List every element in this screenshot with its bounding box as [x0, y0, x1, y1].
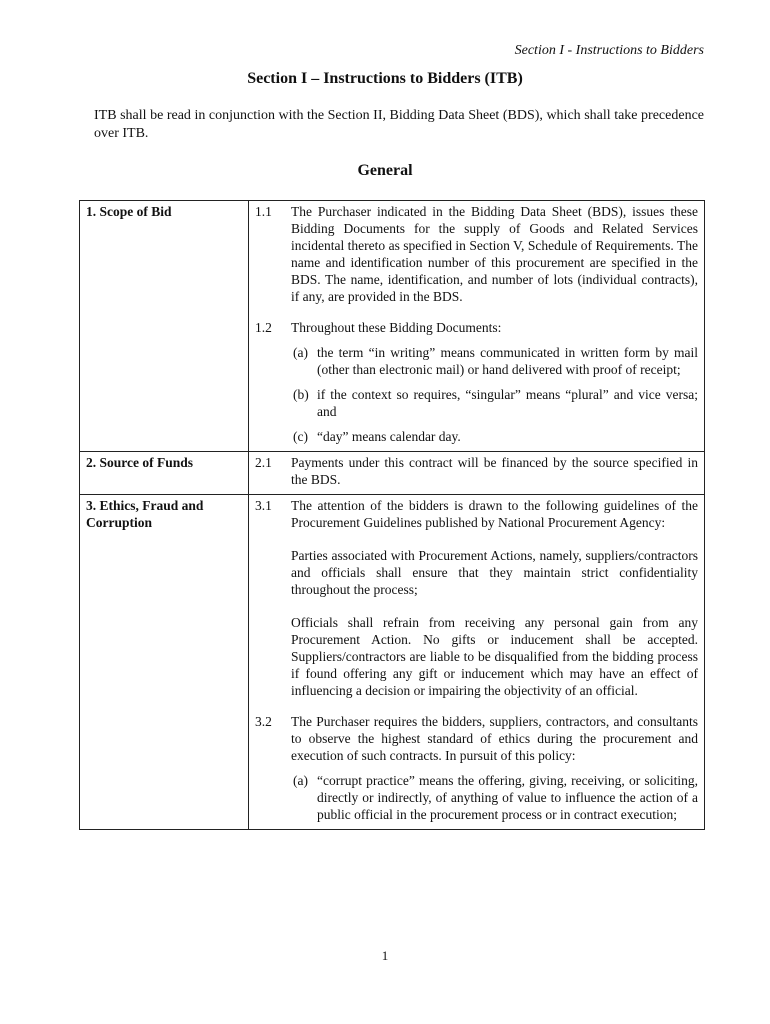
clause: [249, 319, 698, 445]
clause: [249, 203, 698, 305]
clause: [249, 454, 698, 488]
table-row: [80, 201, 705, 452]
sub-clause-text: “corrupt practice” means the offering, giving, receiving, or soliciting, directly or indirectly, of anything of value to influence the action of a public official in the procurement process or in contract execution;: [317, 773, 698, 822]
page-number: 1: [381, 948, 389, 963]
clause-number: 1.1: [255, 204, 272, 219]
clause-body: [291, 497, 698, 699]
intro-paragraph: ITB shall be read in conjunction with the Section II, Bidding Data Sheet (BDS), which shall take precedence over ITB.: [94, 108, 704, 141]
clause: [249, 497, 698, 699]
clause-text: Throughout these Bidding Documents:: [291, 320, 502, 335]
clause-number: 1.2: [255, 320, 272, 335]
sub-clause-text: “day” means calendar day.: [317, 429, 461, 444]
sub-clause: [293, 772, 698, 823]
clause-cell: [249, 452, 705, 495]
clause-number: 2.1: [255, 455, 272, 470]
running-header: Section I - Instructions to Bidders: [514, 43, 704, 58]
sub-clause-label: (a): [293, 773, 308, 788]
page-title: Section I – Instructions to Bidders (ITB): [247, 70, 523, 87]
sub-clause-text: if the context so requires, “singular” means “plural” and vice versa; and: [317, 387, 698, 419]
clause-text: The Purchaser indicated in the Bidding Data Sheet (BDS), issues these Bidding Documents for the supply of Goods and Related Services incidental thereto as specified in Section V, Schedule of Requirements. The name and identification number of this procurement are specified in the BDS. The name, identification, and number of lots (individual contracts), if any, are provided in the BDS.: [291, 204, 698, 304]
clause-number: 3.2: [255, 714, 272, 729]
topic-cell: 3. Ethics, Fraud and Corruption: [80, 495, 249, 830]
sub-clause-list: [291, 344, 698, 445]
sub-clause-label: (a): [293, 345, 308, 360]
sub-clause: [293, 344, 698, 378]
section-heading: General: [357, 162, 413, 179]
clause-body: [291, 713, 698, 823]
table-row: [80, 495, 705, 830]
clause-body: [291, 319, 698, 445]
sub-clause-list: [291, 772, 698, 823]
itb-table: [79, 200, 705, 830]
clause-paragraph: Parties associated with Procurement Actions, namely, suppliers/contractors and officials shall ensure that they maintain strict confidentiality throughout the process;: [291, 548, 698, 597]
sub-clause: [293, 428, 698, 445]
clause-number: 3.1: [255, 498, 272, 513]
clause-cell: [249, 495, 705, 830]
clause: [249, 713, 698, 823]
clause-text: Payments under this contract will be financed by the source specified in the BDS.: [291, 455, 698, 487]
sub-clause: [293, 386, 698, 420]
clause-cell: [249, 201, 705, 452]
topic-cell: 2. Source of Funds: [80, 452, 249, 495]
clause-paragraph: The attention of the bidders is drawn to the following guidelines of the Procurement Guidelines published by National Procurement Agency:: [291, 498, 698, 530]
sub-clause-label: (c): [293, 429, 308, 444]
table-row: [80, 452, 705, 495]
sub-clause-text: the term “in writing” means communicated in written form by mail (other than electronic mail) or hand delivered with proof of receipt;: [317, 345, 698, 377]
topic-cell: 1. Scope of Bid: [80, 201, 249, 452]
clause-text: The Purchaser requires the bidders, suppliers, contractors, and consultants to observe the highest standard of ethics during the procurement and execution of such contracts. In pursuit of this policy:: [291, 714, 698, 763]
clause-paragraph: Officials shall refrain from receiving any personal gain from any Procurement Action. No gifts or inducement shall be accepted. Suppliers/contractors are liable to be disqualified from the bidding process if found offering any gift or inducement which may have an effect of influencing a decision or impairing the objectivity of an official.: [291, 615, 698, 698]
sub-clause-label: (b): [293, 387, 309, 402]
